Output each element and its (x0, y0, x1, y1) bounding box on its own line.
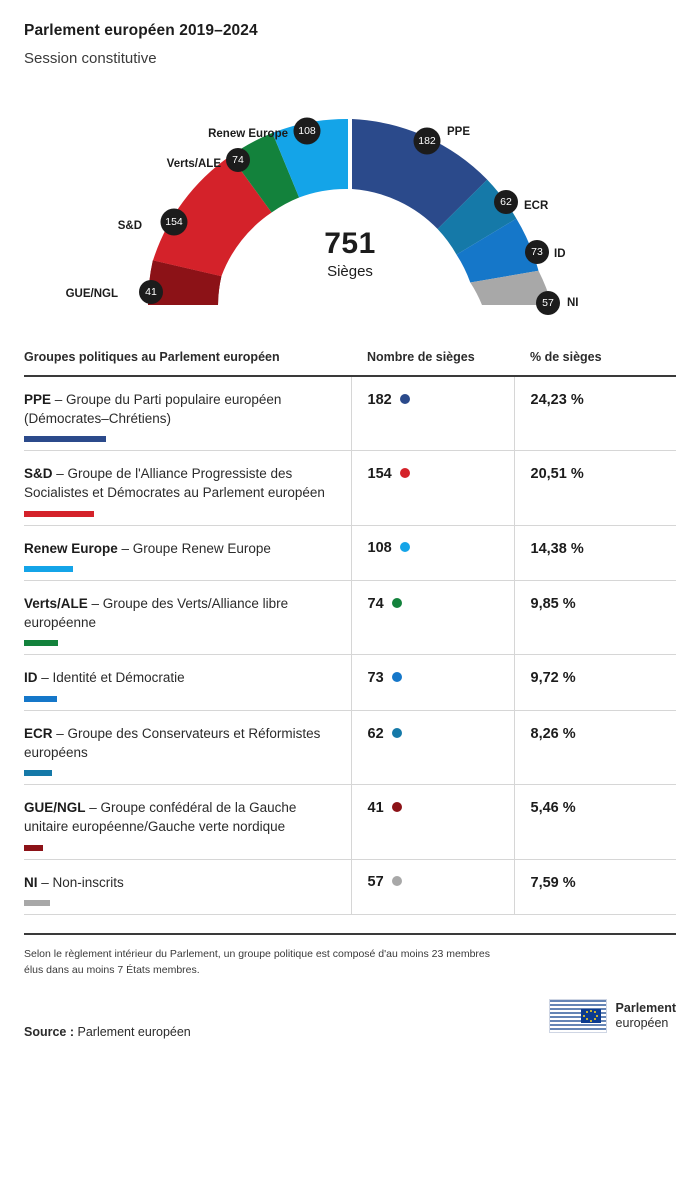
group-dash: – (85, 800, 101, 816)
seats-cell (351, 785, 514, 859)
group-color-bar (24, 845, 43, 851)
group-abbr: NI (24, 874, 38, 890)
group-name-cell (24, 451, 351, 525)
seats-cell (351, 859, 514, 915)
total-seats-label: Sièges (327, 263, 373, 280)
table-header-row (24, 350, 676, 376)
source-value: Parlement européen (74, 1024, 191, 1039)
label-ni: NI (567, 297, 579, 309)
group-name-text (24, 595, 335, 632)
svg-text:154: 154 (165, 216, 183, 228)
seats-value: 62 (367, 725, 384, 742)
group-color-dot-icon (392, 672, 402, 682)
group-dash: – (52, 466, 68, 482)
seats-cell (351, 376, 514, 451)
group-full-name: Non-inscrits (52, 874, 124, 890)
group-color-bar (24, 770, 52, 776)
badge-verts-ale (226, 148, 250, 172)
group-color-bar (24, 640, 58, 646)
col-header-pct: % de sièges (514, 350, 676, 376)
logo-line-2: européen (615, 1015, 669, 1030)
group-name-cell (24, 785, 351, 859)
page-subtitle: Session constitutive (24, 50, 157, 67)
header (0, 0, 700, 67)
group-name-text (24, 669, 335, 688)
group-full-name: Groupe Renew Europe (132, 540, 271, 556)
source (24, 1025, 191, 1039)
col-header-seats: Nombre de sièges (351, 350, 514, 376)
group-full-name: Groupe de l'Alliance Progressiste des Socialistes et Démocrates au Parlement européen (24, 466, 325, 500)
seats-value: 74 (367, 595, 384, 612)
badge-id (525, 240, 549, 264)
footnote: Selon le règlement intérieur du Parlement, un groupe politique est composé d'au moins 23 membres élus dans au moins 7 États membres. (24, 948, 491, 976)
group-color-dot-icon (392, 728, 402, 738)
eu-flag-icon (581, 1009, 601, 1023)
group-color-bar (24, 436, 106, 442)
col-header-group: Groupes politiques au Parlement européen (24, 350, 351, 376)
percentage-value: 9,72 % (530, 670, 576, 687)
group-name-text (24, 799, 335, 836)
footer (24, 933, 676, 1039)
hemicycle-arcs (148, 119, 552, 305)
group-abbr: ECR (24, 726, 53, 741)
svg-text:57: 57 (542, 297, 554, 309)
page-title: Parlement européen 2019–2024 (24, 22, 258, 39)
group-name-cell (24, 376, 351, 451)
table-body (24, 376, 676, 915)
group-full-name: Groupe des Conservateurs et Réformistes européens (24, 726, 321, 760)
logo-line-1: Parlement (615, 1000, 676, 1015)
label-renew-europe: Renew Europe (208, 128, 288, 140)
group-name-text (24, 725, 335, 762)
table-row (24, 581, 676, 655)
group-full-name: Groupe des Verts/Alliance libre européenne (24, 596, 289, 630)
group-abbr: Verts/ALE (24, 596, 88, 612)
groups-table (24, 350, 676, 915)
group-color-dot-icon (392, 876, 402, 886)
group-name-cell (24, 655, 351, 711)
group-name-text (24, 465, 335, 502)
source-row (24, 999, 676, 1039)
table-row (24, 859, 676, 915)
total-seats-value: 751 (324, 227, 376, 260)
group-dash: – (52, 726, 68, 741)
label-ppe: PPE (447, 126, 471, 138)
group-name-cell (24, 581, 351, 655)
seats-value: 57 (367, 874, 384, 891)
group-color-bar (24, 566, 73, 572)
seats-value: 154 (367, 466, 392, 483)
table-row (24, 376, 676, 451)
percentage-value: 20,51 % (530, 466, 584, 483)
svg-text:108: 108 (298, 125, 316, 137)
group-dash: – (51, 392, 67, 407)
label-id: ID (554, 248, 566, 260)
parliament-logo-text (616, 1001, 676, 1031)
seats-cell (351, 525, 514, 581)
percentage-cell (514, 785, 676, 859)
percentage-cell (514, 859, 676, 915)
percentage-value: 24,23 % (530, 392, 584, 408)
group-color-bar (24, 696, 57, 702)
group-name-text (24, 391, 335, 428)
seats-value: 108 (367, 540, 392, 557)
percentage-value: 9,85 % (530, 596, 576, 613)
group-abbr: GUE/NGL (24, 800, 86, 816)
svg-text:182: 182 (418, 135, 436, 147)
label-ecr: ECR (524, 200, 549, 212)
group-color-bar (24, 511, 94, 517)
group-color-bar (24, 900, 50, 906)
table-row (24, 711, 676, 785)
group-name-text (24, 874, 335, 893)
hemicycle-svg (0, 75, 700, 340)
group-full-name: Groupe du Parti populaire européen (Démocrates–Chrétiens) (24, 392, 282, 426)
group-name-cell (24, 525, 351, 581)
seats-cell (351, 655, 514, 711)
badge-renew-europe (294, 118, 321, 145)
group-abbr: S&D (24, 466, 53, 482)
percentage-value: 8,26 % (530, 726, 576, 742)
table-row (24, 655, 676, 711)
percentage-cell (514, 655, 676, 711)
seats-value: 41 (367, 800, 384, 817)
hemicycle-chart (0, 75, 700, 340)
percentage-cell (514, 711, 676, 785)
svg-text:41: 41 (145, 286, 157, 298)
percentage-value: 14,38 % (530, 540, 584, 557)
seats-cell (351, 581, 514, 655)
badge-gue-ngl (139, 280, 163, 304)
percentage-cell (514, 525, 676, 581)
badge-ni (536, 291, 560, 315)
group-dash: – (117, 540, 133, 556)
svg-text:74: 74 (232, 154, 244, 166)
percentage-cell (514, 376, 676, 451)
percentage-cell (514, 581, 676, 655)
source-label: Source : (24, 1024, 75, 1039)
label-gue-ngl: GUE/NGL (65, 288, 118, 300)
group-color-dot-icon (392, 802, 402, 812)
svg-text:62: 62 (500, 196, 512, 208)
badge-ecr (494, 190, 518, 214)
group-dash: – (37, 874, 53, 890)
parliament-logo-icon (549, 999, 607, 1033)
group-full-name: Groupe confédéral de la Gauche unitaire européenne/Gauche verte nordique (24, 800, 297, 834)
seats-value: 73 (367, 670, 384, 687)
label-verts-ale: Verts/ALE (166, 158, 221, 170)
svg-text:73: 73 (531, 246, 543, 258)
group-dash: – (87, 596, 103, 612)
group-abbr: ID (24, 670, 38, 686)
seats-cell (351, 711, 514, 785)
table-row (24, 525, 676, 581)
percentage-value: 5,46 % (530, 800, 576, 817)
parliament-logo (549, 999, 676, 1033)
group-abbr: Renew Europe (24, 540, 118, 556)
group-color-dot-icon (400, 542, 410, 552)
group-dash: – (37, 670, 53, 686)
group-name-cell (24, 711, 351, 785)
group-name-cell (24, 859, 351, 915)
badge-sd (161, 209, 188, 236)
percentage-value: 7,59 % (530, 874, 576, 891)
group-abbr: PPE (24, 392, 52, 407)
seats-value: 182 (367, 391, 392, 408)
table-row (24, 451, 676, 525)
label-sd: S&D (117, 220, 142, 232)
group-full-name: Identité et Démocratie (52, 670, 185, 686)
group-color-dot-icon (392, 598, 402, 608)
seats-cell (351, 451, 514, 525)
group-color-dot-icon (400, 394, 410, 404)
percentage-cell (514, 451, 676, 525)
badge-ppe (414, 128, 441, 155)
table-row (24, 785, 676, 859)
group-name-text (24, 540, 335, 559)
group-color-dot-icon (400, 468, 410, 478)
